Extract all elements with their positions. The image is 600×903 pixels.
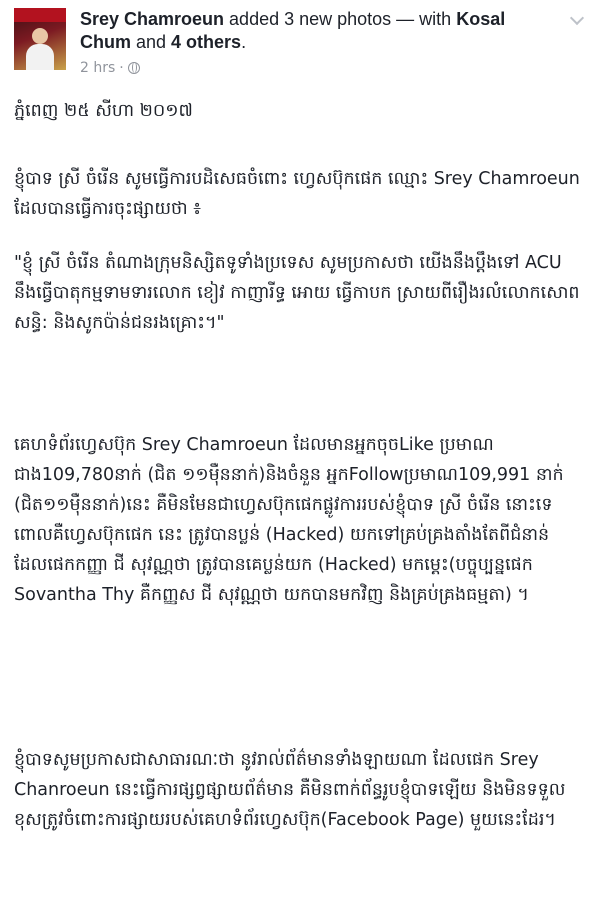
post-paragraph-1: ខ្ញុំបាទ ស្រី ចំរើន សូមធ្វើការបដិសេធចំពោះ ហ្វេសប៊ុកផេក ឈ្មោះ Srey Chamroeun ដែលបានធ្វើការចុះផ្សាយថា ៖	[14, 169, 580, 219]
avatar-head	[32, 28, 48, 44]
others-link[interactable]: 4 others	[171, 32, 242, 52]
avatar-body	[26, 44, 54, 70]
post-timestamp[interactable]: 2 hrs	[80, 60, 116, 76]
post-title	[80, 8, 540, 54]
post-action-text: added 3 new photos — with	[224, 9, 457, 29]
post-paragraph-2: "ខ្ញុំ ស្រី ចំរើន តំណាងក្រុមនិស្សិតទូទាំងប្រទេស សូមប្រកាសថា យើងនឹងប្ដឹងទៅ ACU នឹងធ្វើបាតុកម្មទាមទារលោក ខៀវ កាញារីទ្ធ អោយ ធ្វើកាបក ស្រាយពីរឿងរលំលោកសោពសន្ធិ: និងសូកប៉ាន់ជនរងគ្រោះ។"	[14, 253, 580, 333]
author-name-link[interactable]: Srey Chamroeun	[80, 9, 225, 29]
author-avatar[interactable]	[14, 8, 66, 70]
post-meta	[80, 6, 540, 76]
tagged-person-link[interactable]: Kosal Chum	[80, 9, 506, 52]
avatar-banner	[14, 8, 66, 22]
and-text: and	[131, 32, 172, 52]
chevron-down-icon[interactable]	[570, 14, 584, 28]
title-period: .	[241, 32, 247, 52]
post-header	[14, 6, 586, 86]
globe-icon[interactable]	[128, 62, 140, 74]
post-paragraph-3: គេហទំព័រហ្វេសប៊ុក Srey Chamroeun ដែលមានអ្នកចុចLike ប្រមាណជាង109,780នាក់ (ជិត ១១ម៉ឺននាក់)និងចំនួន អ្នកFollowប្រមាណ109,991 នាក់ (ជិត១១ម៉ឺននាក់)នេះ គឺមិនមែនជាហ្វេសប៊ុកផេកផ្លូវការរបស់ខ្ញុំបាទ ស្រី ចំរើន នោះទេ ពោលគឺហ្វេសប៊ុកផេក នេះ ត្រូវបានប្លន់ (Hacked) យកទៅគ្រប់គ្រងតាំងតែពីជំនាន់ដែលផេកកញ្ញា ជី សុវណ្ណថា ត្រូវបានគេប្លន់យក (Hacked) មកម្ដេះ(បច្ចុប្បន្នផេក Sovantha Thy គឺកញ្ញស ជី សុវណ្ណថា យកបានមកវិញ និងគ្រប់គ្រងធម្មតា) ។	[14, 435, 564, 605]
post-subline	[80, 60, 540, 76]
subline-separator: ·	[119, 60, 124, 76]
post-date-line: ភ្នំពេញ ២៥ សីហា ២០១៧	[14, 101, 193, 121]
post-paragraph-4: ខ្ញុំបាទសូមប្រកាសជាសាធារណៈថា នូវរាល់ព័ត៌មានទាំងឡាយណា ដែលផេក Srey Chanroeun នេះធ្វើការផ្សព្វផ្សាយព័ត៌មាន គឺមិនពាក់ព័ន្ធរូបខ្ញុំបាទឡើយ និងមិនទទួលខុសត្រូវចំពោះការផ្សាយរបស់គេហទំព័រហ្វេសប៊ុក(Facebook Page) មួយនេះដែរ។	[14, 750, 566, 830]
